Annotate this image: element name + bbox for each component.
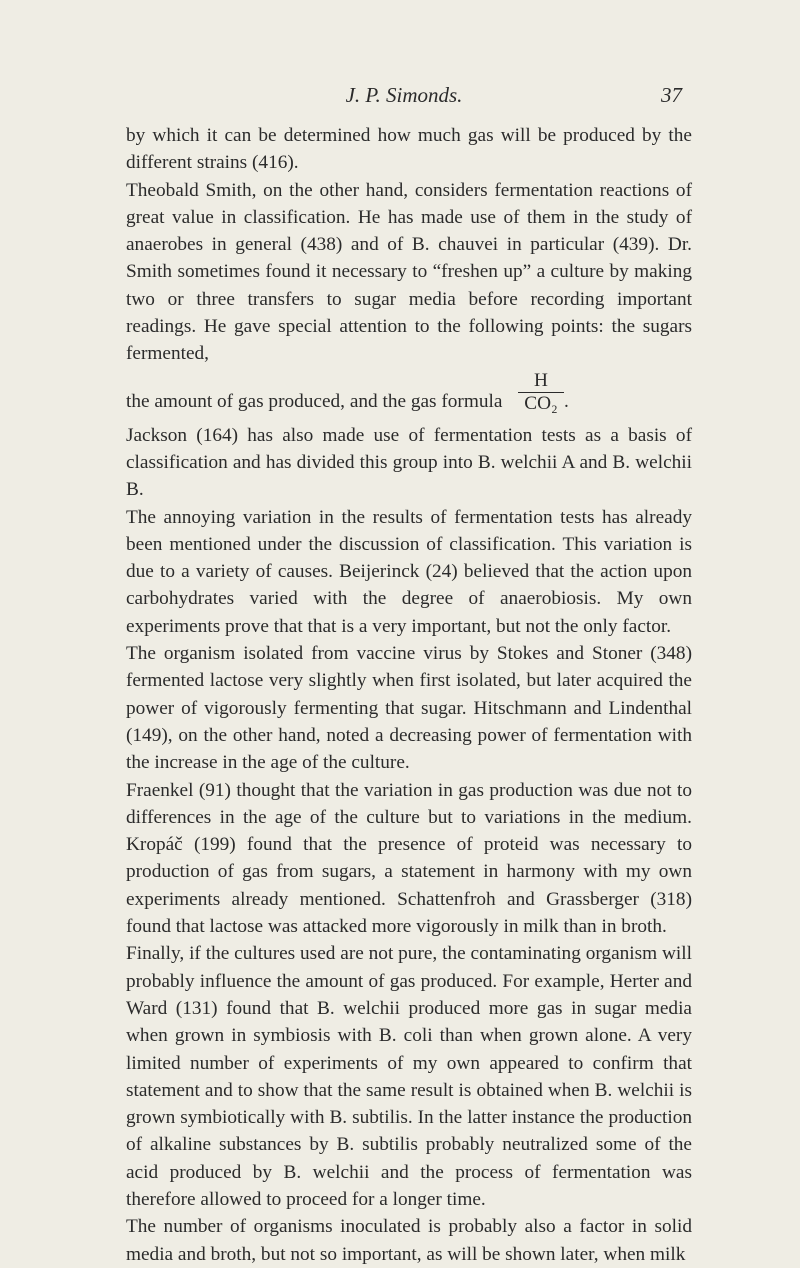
body-text <box>126 122 692 1268</box>
formula-period: . <box>564 390 569 412</box>
page-number: 37 <box>661 83 682 107</box>
paragraph: Fraenkel (91) thought that the variation in gas production was due not to differences in the age of the culture but to variations in the medium. Kropáč (199) found that the presence of proteid was necessary to production of gas from sugars, a statement in harmony with my own experiments already mentioned. Schattenfroh and Grassberger (318) found that lactose was attacked more vigorously in milk than in broth. <box>126 779 692 938</box>
formula-lead-text: the amount of gas produced, and the gas formula <box>126 390 503 412</box>
formula-numerator: H <box>518 370 564 393</box>
paragraph: by which it can be determined how much gas will be produced by the different strains (416). <box>126 125 692 174</box>
running-title: J. P. Simonds. <box>345 83 463 107</box>
paragraph: The organism isolated from vaccine virus by Stokes and Stoner (348) fermented lactose very slightly when first isolated, but later acquired the power of vigorously fermenting that sugar. Hitschmann and Lindenthal (149), on the other hand, noted a decreasing power of fermentation with the increase in the age of the culture. <box>126 643 692 774</box>
paragraph: The annoying variation in the results of fermentation tests has already been mentioned under the discussion of classification. This variation is due to a variety of causes. Beijerinck (24) believed that the action upon carbohydrates varied with the degree of anaerobiosis. My own experiments prove that that is a very important, but not the only factor. <box>126 506 692 637</box>
page-header <box>126 80 682 110</box>
formula-denominator: CO₂ <box>524 392 558 414</box>
paragraph: Finally, if the cultures used are not pure, the contaminating organism will probably influence the amount of gas produced. For example, Herter and Ward (131) found that B. welchii produced more gas in sugar media when grown in symbiosis with B. coli than when grown alone. A very limited number of experiments of my own appeared to confirm that statement and to show that the same result is obtained when B. welchii is grown symbiotically with B. subtilis. In the latter instance the production of alkaline substances by B. subtilis probably neutralized some of the acid produced by B. welchii and the process of fermentation was therefore allowed to proceed for a longer time. <box>126 943 692 1210</box>
paragraph: The number of organisms inoculated is probably also a factor in solid media and broth, but not so important, as will be shown later, when milk <box>126 1216 692 1265</box>
formula-line <box>126 370 692 422</box>
gas-formula-fraction <box>518 370 564 415</box>
paragraph: Jackson (164) has also made use of fermentation tests as a basis of classification and has divided this group into B. welchii A and B. welchii B. <box>126 424 692 501</box>
paragraph: Theobald Smith, on the other hand, considers fermentation reactions of great value in classification. He has made use of them in the study of anaerobes in general (438) and of B. chauvei in particular (439). Dr. Smith sometimes found it necessary to “freshen up” a culture by making two or three transfers to sugar media before recording important readings. He gave special attention to the following points: the sugars fermented, <box>126 179 692 365</box>
